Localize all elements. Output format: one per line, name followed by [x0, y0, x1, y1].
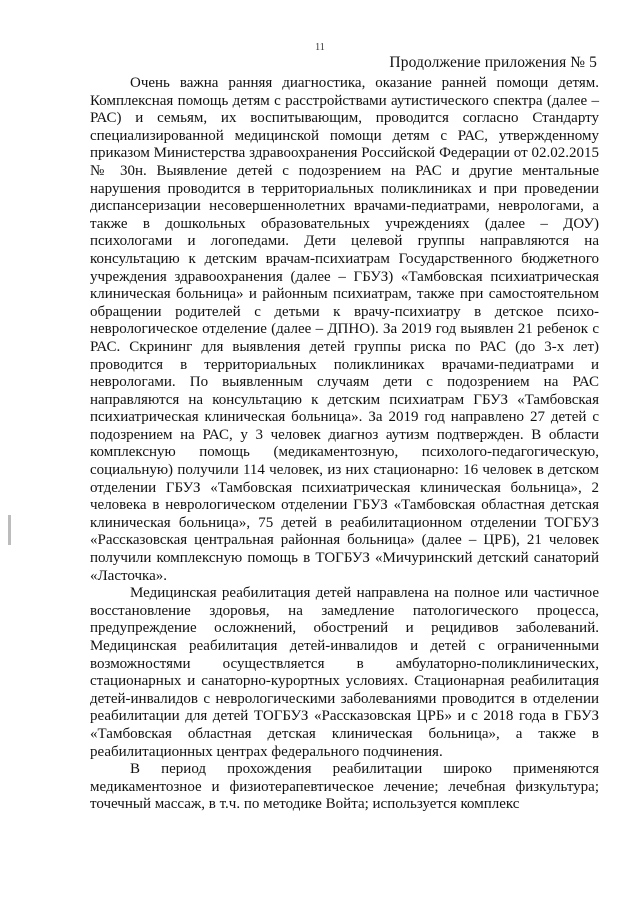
paragraph-medical-rehabilitation: Медицинская реабилитация детей направлена на полное или частичное восстановление здоровья, на замедление патологического процесса, предупреждение осложнений, обострений и рецидивов заболеваний. Медицинская реабилитация детей-инвалидов и детей с ограниченными возможностями осуществляется в амбулаторно-поликлинических, стационарных и санаторно-курортных условиях. Стационарная реабилитация детей-инвалидов с неврологическими заболеваниями проводится в отделении реабилитации для детей ТОГБУЗ «Рассказовская ЦРБ» и с 2018 года в ГБУЗ «Тамбовская областная детская клиническая больница», а также в реабилитационных центрах федерального подчинения.: [90, 585, 599, 760]
document-body: [90, 75, 599, 814]
paragraph-early-diagnosis: Очень важна ранняя диагностика, оказание ранней помощи детям. Комплексная помощь детям с расстройствами аутистического спектра (далее – РАС) и семьям, их воспитывающим, проводится согласно Стандарту специализированной медицинской помощи детям с РАС, утвержденному приказом Министерства здравоохранения Российской Федерации от 02.02.2015 № 30н. Выявление детей с подозрением на РАС и другие ментальные нарушения проводится в территориальных поликлиниках и при проведении диспансеризации несовершеннолетних врачами-педиатрами, неврологами, а также в дошкольных образовательных учреждениях (далее – ДОУ) психологами и логопедами. Дети целевой группы направляются на консультацию к детским врачам-психиатрам Государственного бюджетного учреждения здравоохранения (далее – ГБУЗ) «Тамбовская психиатрическая клиническая больница» и районным психиатрам, также при самостоятельном обращении родителей с детьми к врачу-психиатру в детское психо-неврологическое отделение (далее – ДПНО). За 2019 год выявлен 21 ребенок с РАС. Скрининг для выявления детей группы риска по РАС (до 3-х лет) проводится в территориальных поликлиниках врачами-педиатрами и неврологами. По выявленным случаям дети с подозрением на РАС направляются на консультацию к детским психиатрам ГБУЗ «Тамбовская психиатрическая клиническая больница». За 2019 год направлено 27 детей с подозрением на РАС, у 3 человек диагноз аутизм подтвержден. В области комплексную помощь (медикаментозную, психолого-педагогическую, социальную) получили 114 человек, из них стационарно: 16 человек в детском отделении ГБУЗ «Тамбовская психиатрическая клиническая больница», 2 человека в неврологическом отделении ГБУЗ «Тамбовская областная детская клиническая больница», 75 детей в реабилитационном отделении ТОГБУЗ «Рассказовская центральная районная больница» (далее – ЦРБ), 21 человек получили комплексную помощь в ТОГБУЗ «Мичуринский детский санаторий «Ласточка».: [90, 75, 599, 584]
paragraph-rehabilitation-methods: В период прохождения реабилитации широко применяются медикаментозное и физиотерапевтическое лечение; лечебная физкультура; точечный массаж, в т.ч. по методике Войта; используется комплекс: [90, 761, 599, 813]
margin-scan-mark: [8, 515, 11, 545]
appendix-continuation-label: Продолжение приложения № 5: [389, 54, 597, 71]
page-number: 11: [315, 42, 325, 53]
